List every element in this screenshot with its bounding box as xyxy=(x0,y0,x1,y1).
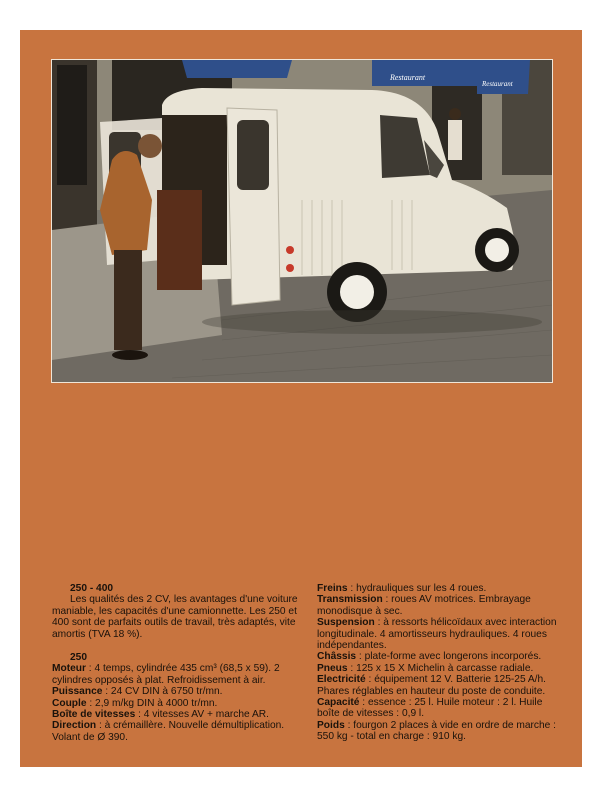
spec-torque: Couple : 2,9 m/kg DIN à 4000 tr/mn. xyxy=(52,697,218,709)
rear-hubcap xyxy=(340,275,374,309)
shop-window xyxy=(57,65,87,185)
awning-sign-right: Restaurant xyxy=(482,80,513,88)
man-shoes xyxy=(112,350,148,360)
van-photo xyxy=(51,59,553,383)
van-shadow xyxy=(202,310,542,334)
spec-steering: Direction : à crémaillère. Nouvelle démultiplication. Volant de Ø 390. xyxy=(52,720,285,743)
spec-engine: Moteur : 4 temps, cylindrée 435 cm³ (68,5 x 59). 2 cylindres opposés à plat. Refroidissement à air. xyxy=(52,663,280,686)
specs-right-column xyxy=(317,583,562,743)
brochure-page xyxy=(20,30,582,767)
tail-light-lower xyxy=(286,264,294,272)
awning-sign: Restaurant xyxy=(390,73,426,82)
spec-brakes: Freins : hydrauliques sur les 4 roues. xyxy=(317,583,487,594)
specs-left-column xyxy=(52,583,302,743)
spec-electrical: Electricité : équipement 12 V. Batterie 125-25 A/h. Phares réglables en hauteur du poste de conduite. xyxy=(317,674,546,697)
intro-heading: 250 - 400 xyxy=(70,583,114,594)
wooden-crate xyxy=(157,190,202,290)
intro-paragraph: Les qualités des 2 CV, les avantages d'une voiture maniable, les capacités d'une camionnette. Les 250 et 400 sont de parfaits outils de travail, très adaptés, vite amortis (TVA 18 %). xyxy=(52,594,298,640)
model-heading: 250 xyxy=(70,652,87,664)
spec-power: Puissance : 24 CV DIN à 6750 tr/mn. xyxy=(52,686,223,698)
spec-gearbox: Boîte de vitesses : 4 vitesses AV + marche AR. xyxy=(52,709,269,721)
rear-door-window xyxy=(237,120,269,190)
front-hubcap xyxy=(485,238,509,262)
spec-weight: Poids : fourgon 2 places à vide en ordre de marche : 550 kg - total en charge : 910 kg. xyxy=(317,719,556,743)
tail-light-upper xyxy=(286,246,294,254)
man-head xyxy=(138,134,162,158)
awning-middle xyxy=(372,60,482,86)
awning-right xyxy=(477,60,530,94)
pedestrian xyxy=(448,120,462,160)
spec-capacity: Capacité : essence : 25 l. Huile moteur : 2 l. Huile boîte de vitesses : 0,9 l. xyxy=(317,697,543,720)
spec-chassis: Châssis : plate-forme avec longerons incorporés. xyxy=(317,651,542,663)
pedestrian-head xyxy=(449,108,461,120)
spec-suspension: Suspension : à ressorts hélicoïdaux avec interaction longitudinale. 4 amortisseurs hydrauliques. 4 roues indépendantes. xyxy=(317,617,557,652)
van-illustration xyxy=(52,60,552,382)
awning-left xyxy=(182,60,292,78)
man-trousers xyxy=(114,250,142,350)
spec-transmission: Transmission : roues AV motrices. Embrayage monodisque à sec. xyxy=(317,594,531,617)
spec-tyres: Pneus : 125 x 15 X Michelin à carcasse radiale. xyxy=(317,662,534,674)
